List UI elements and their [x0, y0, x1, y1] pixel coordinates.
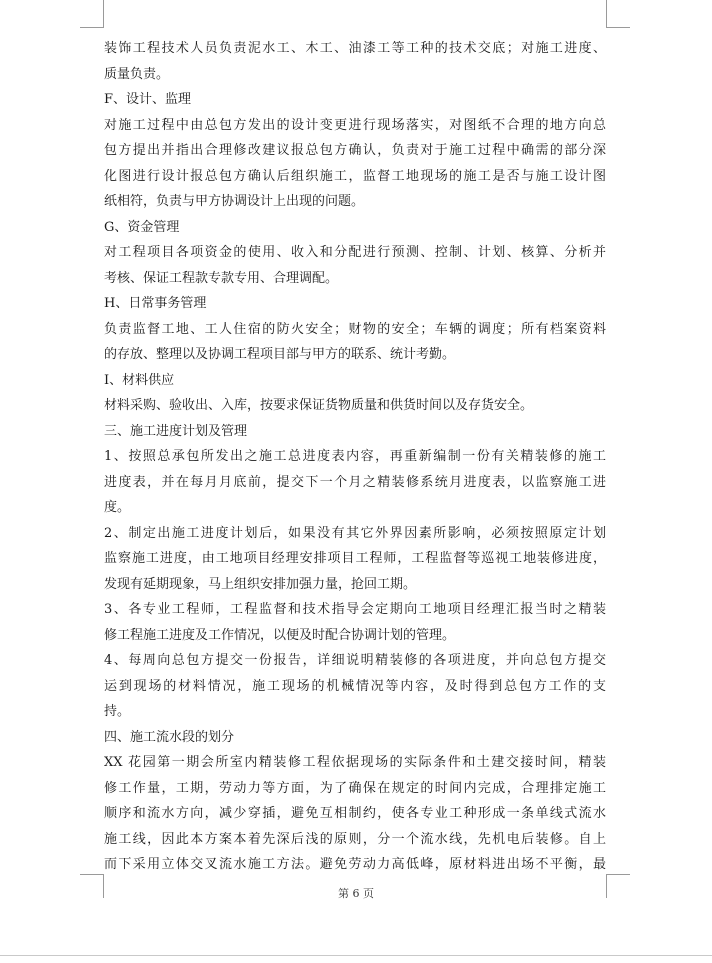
paragraph-line: 化图进行设计报总包方确认后组织施工，监督工地现场的施工是否与施工设计图 — [104, 168, 606, 184]
paragraph-line: 1、按照总承包所发出之施工总进度表内容，再重新编制一份有关精装修的施工 — [104, 449, 606, 464]
crop-mark-top-right-horizontal — [606, 27, 630, 28]
paragraph-line: 3、各专业工程师，工程监督和技术指导会定期向工地项目经理汇报当时之精装 — [104, 602, 606, 617]
paragraph-line: 发现有延期现象，马上组织安排加强力量，抢回工期。 — [104, 576, 417, 592]
paragraph-line: 修工程施工进度及工作情况，以便及时配合协调计划的管理。 — [104, 627, 456, 643]
crop-mark-top-left-horizontal — [80, 27, 104, 28]
paragraph-line: 材料采购、验收出、入库，按要求保证货物质量和供货时间以及存货安全。 — [104, 398, 534, 413]
crop-mark-top-left-vertical — [103, 0, 104, 28]
section-heading: 四、施工流水段的划分 — [104, 729, 235, 745]
crop-mark-top-right-vertical — [606, 0, 607, 28]
crop-mark-bottom-left-horizontal — [80, 874, 104, 875]
paragraph-line: 度。 — [104, 500, 131, 515]
paragraph-line: 负责监督工地、工人住宿的防火安全；财物的安全；车辆的调度；所有档案资料 — [104, 321, 606, 337]
paragraph-line: 修工作量，工期，劳动力等方面，为了确保在规定的时间内完成，合理排定施工 — [104, 780, 606, 796]
paragraph-line: 运到现场的材料情况，施工现场的机械情况等内容，及时得到总包方工作的支 — [104, 678, 606, 694]
section-heading: I、材料供应 — [104, 372, 175, 388]
paragraph-line: 的存放、整理以及协调工程项目部与甲方的联系、统计考勤。 — [104, 347, 456, 362]
page-bottom-divider — [0, 955, 712, 956]
paragraph-line: 进度表，并在每月月底前，提交下一个月之精装修系统月进度表，以监察施工进 — [104, 474, 606, 490]
paragraph-line: 质量负责。 — [104, 66, 170, 82]
paragraph-line: 而下采用立体交叉流水施工方法。避免劳动力高低峰，原材料进出场不平衡，最 — [104, 857, 606, 872]
section-heading: G、资金管理 — [104, 219, 180, 235]
section-heading: H、日常事务管理 — [104, 296, 207, 311]
section-heading: 三、施工进度计划及管理 — [104, 423, 248, 439]
paragraph-line: 对工程项目各项资金的使用、收入和分配进行预测、控制、计划、核算、分析并 — [104, 245, 606, 260]
document-body — [104, 36, 606, 878]
paragraph-line: 监察施工进度，由工地项目经理安排项目工程师，工程监督等巡视工地装修进度， — [104, 551, 606, 566]
paragraph-line: 持。 — [104, 704, 131, 719]
paragraph-line: 考核、保证工程款专款专用、合理调配。 — [104, 270, 339, 286]
paragraph-line: 装饰工程技术人员负责泥水工、木工、油漆工等工种的技术交底；对施工进度、 — [104, 41, 606, 56]
page-number: 第 6 页 — [338, 887, 374, 900]
paragraph-line: 2、制定出施工进度计划后，如果没有其它外界因素所影响，必须按照原定计划 — [104, 525, 606, 541]
crop-mark-bottom-right-horizontal — [606, 874, 630, 875]
paragraph-line: XX 花园第一期会所室内精装修工程依据现场的实际条件和土建交接时间，精装 — [104, 755, 606, 770]
paragraph-line: 对施工过程中由总包方发出的设计变更进行现场落实，对图纸不合理的地方向总 — [104, 117, 606, 133]
section-heading: F、设计、监理 — [104, 92, 192, 107]
paragraph-line: 顺序和流水方向，减少穿插，避免互相制约，使各专业工种形成一条单线式流水 — [104, 806, 606, 821]
paragraph-line: 包方提出并指出合理修改建议报总包方确认，负责对于施工过程中确需的部分深 — [104, 143, 606, 158]
paragraph-line: 施工线，因此本方案本着先深后浅的原则，分一个流水线，先机电后装修。自上 — [104, 831, 606, 847]
paragraph-line: 4、每周向总包方提交一份报告，详细说明精装修的各项进度，并向总包方提交 — [104, 653, 606, 668]
paragraph-line: 纸相符，负责与甲方协调设计上出现的问题。 — [104, 194, 365, 209]
